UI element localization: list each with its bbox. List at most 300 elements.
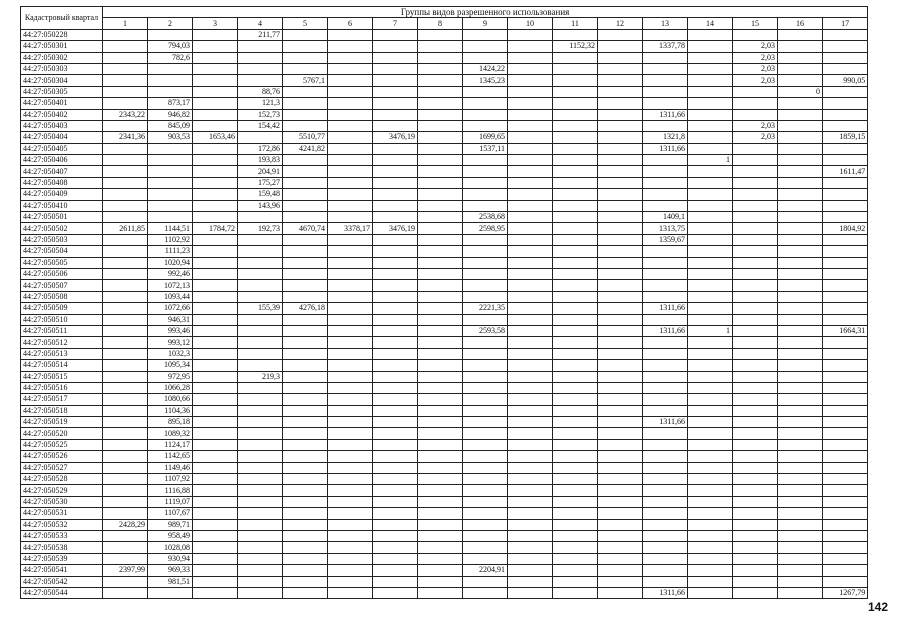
value-cell [283,508,328,519]
value-cell [193,75,238,86]
value-cell [463,485,508,496]
table-row [21,394,868,405]
value-cell [418,246,463,257]
value-cell [328,166,373,177]
value-cell [103,75,148,86]
value-cell [733,109,778,120]
value-cell [688,553,733,564]
value-cell [688,576,733,587]
value-cell [148,29,193,40]
value-cell [643,280,688,291]
kadastr-quarter-cell: 44:27:050410 [21,200,103,211]
value-cell [103,155,148,166]
value-cell [643,348,688,359]
value-cell [283,200,328,211]
value-cell [103,246,148,257]
value-cell [688,405,733,416]
value-cell [508,576,553,587]
value-cell [418,508,463,519]
group-number-2: 2 [148,18,193,29]
value-cell [553,52,598,63]
value-cell [463,553,508,564]
value-cell [463,109,508,120]
value-cell: 1311,66 [643,303,688,314]
table-row [21,177,868,188]
value-cell [688,177,733,188]
table-row [21,576,868,587]
value-cell [733,166,778,177]
value-cell [778,542,823,553]
value-cell [508,542,553,553]
value-cell [508,155,553,166]
value-cell [823,109,868,120]
value-cell [688,132,733,143]
value-cell: 958,49 [148,530,193,541]
value-cell [598,325,643,336]
value-cell [823,542,868,553]
value-cell [103,576,148,587]
kadastr-quarter-cell: 44:27:050544 [21,587,103,598]
value-cell [508,75,553,86]
value-cell [463,155,508,166]
value-cell [328,382,373,393]
value-cell [553,75,598,86]
table-row [21,155,868,166]
value-cell [103,143,148,154]
value-cell [553,542,598,553]
value-cell [418,41,463,52]
value-cell: 2221,35 [463,303,508,314]
value-cell [778,177,823,188]
value-cell [463,189,508,200]
value-cell [418,52,463,63]
page-number: 142 [868,600,889,614]
kadastr-quarter-cell: 44:27:050515 [21,371,103,382]
value-cell [688,223,733,234]
value-cell [688,496,733,507]
value-cell [283,371,328,382]
value-cell [823,485,868,496]
value-cell [418,291,463,302]
value-cell [103,451,148,462]
value-cell [733,280,778,291]
value-cell [418,451,463,462]
value-cell [283,576,328,587]
value-cell [283,291,328,302]
table-row [21,132,868,143]
value-cell [283,496,328,507]
value-cell [598,530,643,541]
kadastr-quarter-cell: 44:27:050228 [21,29,103,40]
table-row [21,291,868,302]
value-cell [598,496,643,507]
value-cell [103,382,148,393]
kadastr-quarter-cell: 44:27:050525 [21,439,103,450]
value-cell: 4276,18 [283,303,328,314]
value-cell [643,52,688,63]
value-cell [373,234,418,245]
value-cell [733,246,778,257]
value-cell [103,360,148,371]
value-cell [283,553,328,564]
value-cell [373,86,418,97]
kadastr-quarter-cell: 44:27:050406 [21,155,103,166]
value-cell [193,451,238,462]
value-cell [463,417,508,428]
value-cell [553,439,598,450]
value-cell [643,428,688,439]
value-cell [463,496,508,507]
table-row [21,246,868,257]
value-cell [598,553,643,564]
value-cell [373,120,418,131]
value-cell [553,189,598,200]
value-cell [508,462,553,473]
value-cell [103,314,148,325]
value-cell [463,382,508,393]
value-cell [193,234,238,245]
value-cell [418,29,463,40]
value-cell [193,177,238,188]
value-cell [598,189,643,200]
value-cell [103,41,148,52]
value-cell [328,291,373,302]
value-cell [598,63,643,74]
value-cell [418,382,463,393]
table-row [21,212,868,223]
value-cell [598,417,643,428]
table-row [21,109,868,120]
value-cell: 903,53 [148,132,193,143]
table-header [21,7,868,30]
value-cell [643,98,688,109]
value-cell [553,268,598,279]
value-cell [193,41,238,52]
value-cell [553,325,598,336]
table-row [21,166,868,177]
value-cell [643,530,688,541]
value-cell [283,485,328,496]
value-cell [463,576,508,587]
value-cell [373,530,418,541]
value-cell [373,303,418,314]
group-number-6: 6 [328,18,373,29]
value-cell [193,485,238,496]
value-cell [193,200,238,211]
value-cell [553,530,598,541]
value-cell [283,177,328,188]
value-cell [598,405,643,416]
value-cell [733,576,778,587]
value-cell: 121,3 [238,98,283,109]
value-cell [823,52,868,63]
value-cell: 3476,19 [373,132,418,143]
value-cell [823,394,868,405]
value-cell [823,143,868,154]
value-cell: 88,76 [238,86,283,97]
value-cell [283,257,328,268]
value-cell [688,394,733,405]
value-cell [553,587,598,598]
value-cell [553,63,598,74]
value-cell [238,485,283,496]
value-cell [643,337,688,348]
value-cell [778,371,823,382]
value-cell: 1409,1 [643,212,688,223]
value-cell [238,132,283,143]
value-cell [778,200,823,211]
value-cell [328,177,373,188]
value-cell: 1311,66 [643,587,688,598]
value-cell [148,75,193,86]
value-cell [193,496,238,507]
value-cell [553,428,598,439]
value-cell [103,405,148,416]
value-cell [823,234,868,245]
value-cell [823,280,868,291]
table-row [21,519,868,530]
kadastr-quarter-cell: 44:27:050532 [21,519,103,530]
value-cell [328,508,373,519]
value-cell [688,474,733,485]
value-cell [418,189,463,200]
value-cell [103,268,148,279]
value-cell [643,86,688,97]
value-cell [418,257,463,268]
value-cell [193,303,238,314]
value-cell [508,496,553,507]
value-cell: 993,46 [148,325,193,336]
value-cell [598,576,643,587]
value-cell [328,280,373,291]
value-cell [643,508,688,519]
value-cell: 2341,36 [103,132,148,143]
value-cell [823,337,868,348]
value-cell [778,439,823,450]
value-cell [103,177,148,188]
value-cell [148,212,193,223]
value-cell [103,325,148,336]
value-cell [283,530,328,541]
value-cell [103,508,148,519]
value-cell [688,485,733,496]
value-cell [823,508,868,519]
value-cell [373,462,418,473]
value-cell [373,360,418,371]
value-cell [103,530,148,541]
kadastr-quarter-cell: 44:27:050529 [21,485,103,496]
value-cell [193,280,238,291]
group-number-9: 9 [463,18,508,29]
value-cell [688,86,733,97]
value-cell [238,576,283,587]
table-row [21,348,868,359]
value-cell [823,120,868,131]
value-cell [418,542,463,553]
value-cell [508,166,553,177]
value-cell [733,382,778,393]
value-cell [733,405,778,416]
value-cell [508,41,553,52]
table-row [21,86,868,97]
value-cell [418,462,463,473]
kadastr-quarter-cell: 44:27:050507 [21,280,103,291]
value-cell [418,132,463,143]
value-cell [733,553,778,564]
value-cell: 1028,08 [148,542,193,553]
value-cell: 1142,65 [148,451,193,462]
kadastr-quarter-cell: 44:27:050512 [21,337,103,348]
value-cell [778,234,823,245]
table-row [21,496,868,507]
value-cell [553,565,598,576]
value-cell [373,109,418,120]
group-numbers-row [21,18,868,29]
table-row [21,29,868,40]
value-cell [508,314,553,325]
value-cell [643,542,688,553]
value-cell: 4241,82 [283,143,328,154]
value-cell: 5510,77 [283,132,328,143]
value-cell [193,508,238,519]
value-cell [823,63,868,74]
value-cell [598,542,643,553]
value-cell [463,530,508,541]
value-cell [238,565,283,576]
value-cell: 1311,66 [643,417,688,428]
value-cell [553,246,598,257]
value-cell [508,451,553,462]
value-cell: 1119,07 [148,496,193,507]
value-cell [598,394,643,405]
value-cell [688,280,733,291]
value-cell [328,246,373,257]
table-row [21,98,868,109]
value-cell [463,348,508,359]
value-cell [598,166,643,177]
value-cell [193,394,238,405]
kadastr-quarter-cell: 44:27:050511 [21,325,103,336]
value-cell [463,29,508,40]
value-cell [733,565,778,576]
group-number-13: 13 [643,18,688,29]
value-cell [373,268,418,279]
value-cell [418,360,463,371]
value-cell [238,291,283,302]
value-cell [328,417,373,428]
value-cell [193,382,238,393]
table-row [21,553,868,564]
value-cell: 204,91 [238,166,283,177]
value-cell [283,109,328,120]
value-cell [193,120,238,131]
value-cell [238,417,283,428]
value-cell [463,166,508,177]
value-cell: 2538,68 [463,212,508,223]
value-cell [193,587,238,598]
value-cell [643,496,688,507]
value-cell [553,166,598,177]
value-cell [598,348,643,359]
value-cell: 1313,75 [643,223,688,234]
value-cell: 1072,66 [148,303,193,314]
value-cell [193,337,238,348]
value-cell [733,371,778,382]
value-cell [418,337,463,348]
table-row [21,189,868,200]
value-cell [598,223,643,234]
value-cell [598,177,643,188]
value-cell [823,360,868,371]
value-cell [103,348,148,359]
value-cell [328,143,373,154]
value-cell [823,177,868,188]
value-cell [373,29,418,40]
value-cell [778,485,823,496]
value-cell [733,508,778,519]
table-row [21,542,868,553]
value-cell: 193,83 [238,155,283,166]
value-cell [508,268,553,279]
value-cell [103,474,148,485]
value-cell [373,405,418,416]
value-cell [643,576,688,587]
group-number-5: 5 [283,18,328,29]
value-cell [733,394,778,405]
value-cell [328,325,373,336]
value-cell [553,120,598,131]
value-cell [553,98,598,109]
value-cell: 1111,23 [148,246,193,257]
value-cell [778,280,823,291]
value-cell [688,337,733,348]
value-cell [733,348,778,359]
value-cell [778,63,823,74]
value-cell [778,29,823,40]
value-cell [508,508,553,519]
value-cell [418,177,463,188]
value-cell [283,166,328,177]
value-cell: 0 [778,86,823,97]
value-cell [418,98,463,109]
value-cell [328,314,373,325]
value-cell: 1345,23 [463,75,508,86]
value-cell [778,417,823,428]
value-cell: 1611,47 [823,166,868,177]
value-cell [643,63,688,74]
value-cell [823,553,868,564]
value-cell [733,303,778,314]
value-cell [823,405,868,416]
value-cell [193,530,238,541]
group-number-15: 15 [733,18,778,29]
value-cell [823,212,868,223]
value-cell [148,143,193,154]
value-cell [553,348,598,359]
value-cell [148,189,193,200]
value-cell [598,280,643,291]
value-cell: 2,03 [733,132,778,143]
value-cell [598,132,643,143]
value-cell [418,553,463,564]
value-cell: 969,33 [148,565,193,576]
value-cell [643,394,688,405]
value-cell [553,212,598,223]
value-cell [778,109,823,120]
value-cell [193,325,238,336]
value-cell [328,496,373,507]
value-cell [283,29,328,40]
